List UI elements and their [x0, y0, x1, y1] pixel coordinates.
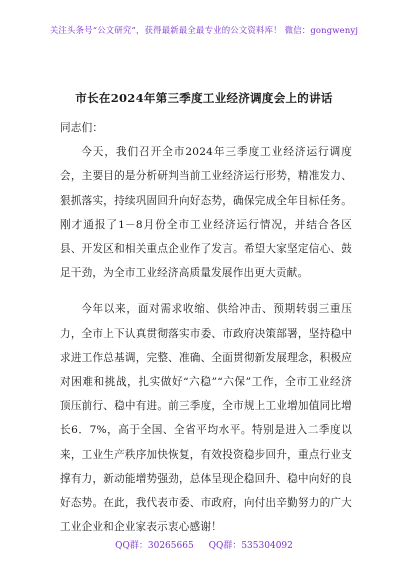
footer-qq-group-1: QQ群：30265665: [115, 541, 194, 551]
paragraph-1: 今天，我们召开全市2024年三季度工业经济运行调度会，主要目的是分析研判当前工业经济运行形势，精准发力、狠抓落实，持续巩固回升向好态势，确保完成全年目标任务。刚才通报了1－8月份全市工业经济运行情况，并结合各区县、开发区和相关重点企业作了发言。希望大家坚定信心、鼓足干劲，为全市工业经济高质量发展作出更大贡献。: [60, 146, 352, 280]
salutation: 同志们：: [60, 122, 104, 134]
footer-qq-group-2: QQ群：535304092: [208, 541, 293, 551]
footer-contact: [0, 538, 408, 551]
document-body: [60, 116, 352, 539]
paragraph-2: 今年以来，面对需求收缩、供给冲击、预期转弱三重压力，全市上下认真贯彻落实市委、市政府决策部署，坚持稳中求进工作总基调，完整、准确、全面贯彻新发展理念，积极应对困难和挑战，扎实做好“六稳”“六保”工作，全市工业经济顶压前行、稳中有进。前三季度，全市规上工业增加值同比增长6．7%，高于全国、全省平均水平。特别是进入二季度以来，工业生产秩序加快恢复，有效投资稳步回升，重点行业支撑有力，新动能增势强劲，总体呈现企稳回升、稳中向好的良好态势。在此，我代表市委、市政府，向付出辛勤努力的广大工业企业和企业家表示衷心感谢！: [60, 303, 352, 534]
document-title: 市长在2024年第三季度工业经济调度会上的讲话: [75, 91, 333, 105]
header-note: 关注头条号“公文研究”，获得最新最全最专业的公文资料库！ 微信：gongwenyj: [49, 25, 359, 35]
